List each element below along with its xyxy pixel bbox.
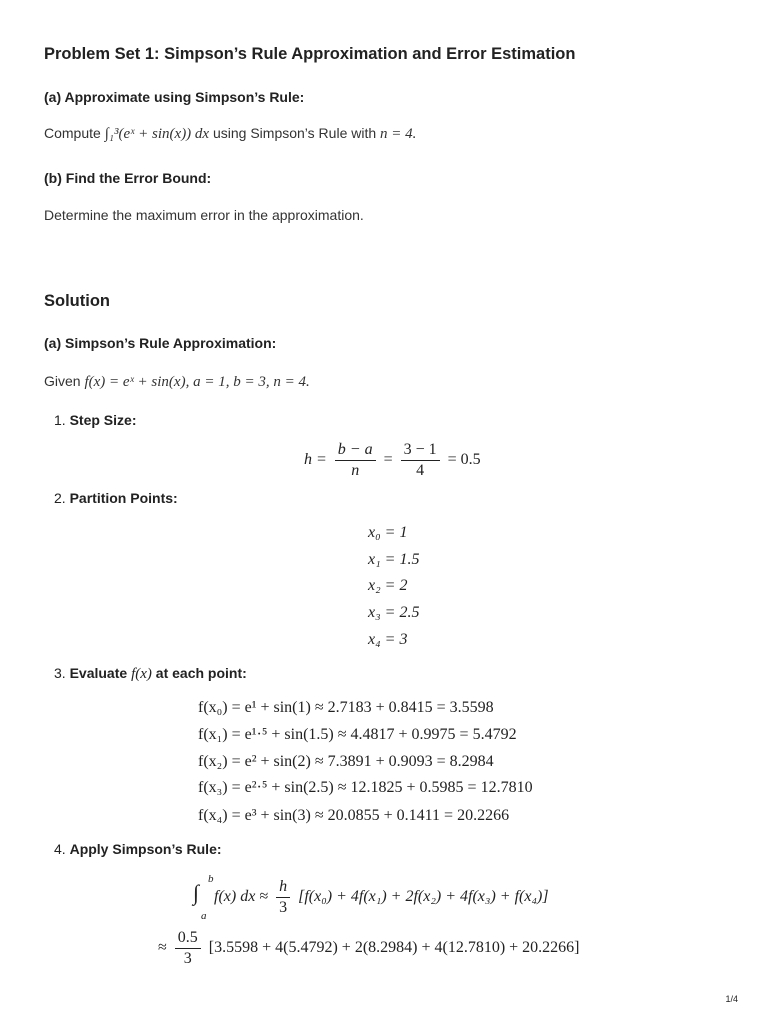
step-number: 4. xyxy=(54,841,66,857)
step-title: Evaluate xyxy=(69,665,128,681)
step-title-math: f(x) xyxy=(131,666,152,682)
simpson-substitution xyxy=(158,928,580,969)
part-a-heading: (a) Approximate using Simpson’s Rule: xyxy=(44,89,305,105)
integral-upper-limit: b xyxy=(208,873,214,885)
evaluation-line: f(x₁) = e¹·⁵ + sin(1.5) ≈ 4.4817 + 0.9975 = 5.4792 xyxy=(198,726,517,743)
solution-a-heading: (a) Simpson’s Rule Approximation: xyxy=(44,335,277,351)
solution-heading: Solution xyxy=(44,292,110,310)
frac-denominator: 4 xyxy=(416,462,425,479)
partition-point: x₂ = 2 xyxy=(368,577,408,594)
partition-point: x₃ = 2.5 xyxy=(368,604,420,621)
fraction-3-minus-1 xyxy=(401,440,440,481)
h-lhs: h = xyxy=(304,451,327,469)
substitution-bracket: [3.5598 + 4(5.4792) + 2(8.2984) + 4(12.7810) + 20.2266] xyxy=(208,939,580,957)
given-math: f(x) = eˣ + sin(x), a = 1, b = 3, n = 4. xyxy=(84,374,310,390)
fraction-half-over-3 xyxy=(175,928,201,969)
n-value: n = 4. xyxy=(380,126,417,142)
compute-middle: using Simpson’s Rule with xyxy=(212,125,377,141)
problem-title: Problem Set 1: Simpson’s Rule Approximation and Error Estimation xyxy=(44,45,576,63)
part-a-text xyxy=(44,125,416,143)
frac-numerator: h xyxy=(276,877,290,898)
simpson-formula xyxy=(214,877,549,918)
evaluation-line: f(x₂) = e² + sin(2) ≈ 7.3891 + 0.9093 = 8.2984 xyxy=(198,753,494,770)
frac-numerator: b − a xyxy=(335,440,376,461)
simpson-bracket: [f(x₀) + 4f(x₁) + 2f(x₂) + 4f(x₃) + f(x₄)] xyxy=(298,888,549,906)
fraction-b-minus-a xyxy=(335,440,376,481)
step-3-label xyxy=(54,665,247,683)
frac-denominator: 3 xyxy=(279,899,288,916)
h-result: = 0.5 xyxy=(447,451,481,469)
equals-sign: = xyxy=(383,451,393,469)
compute-prefix: Compute xyxy=(44,125,101,141)
part-b-heading: (b) Find the Error Bound: xyxy=(44,170,212,186)
integral-expression: ∫₁³(eˣ + sin(x)) dx xyxy=(104,126,210,142)
integrand: f(x) dx ≈ xyxy=(214,888,269,906)
integral-sign-icon: ∫ xyxy=(193,880,200,905)
partition-point: x₄ = 3 xyxy=(368,631,408,648)
partition-point: x₁ = 1.5 xyxy=(368,551,420,568)
step-number: 1. xyxy=(54,412,66,428)
frac-denominator: n xyxy=(351,462,360,479)
integral-lower-limit: a xyxy=(201,910,207,922)
frac-numerator: 3 − 1 xyxy=(401,440,440,461)
step-2-label xyxy=(54,490,178,506)
evaluation-line: f(x₀) = e¹ + sin(1) ≈ 2.7183 + 0.8415 = 3.5598 xyxy=(198,699,494,716)
step-1-label xyxy=(54,412,136,428)
given-line xyxy=(44,373,310,391)
step-title: Partition Points: xyxy=(69,490,178,506)
step-number: 2. xyxy=(54,490,66,506)
step-4-label xyxy=(54,841,222,857)
given-prefix: Given xyxy=(44,373,81,389)
fraction-h-over-3 xyxy=(276,877,290,918)
step-title: Apply Simpson’s Rule: xyxy=(69,841,222,857)
part-b-text: Determine the maximum error in the approximation. xyxy=(44,207,364,223)
step-number: 3. xyxy=(54,665,66,681)
evaluation-line: f(x₄) = e³ + sin(3) ≈ 20.0855 + 0.1411 = 20.2266 xyxy=(198,807,510,824)
partition-point: x₀ = 1 xyxy=(368,524,408,541)
page-number: 1/4 xyxy=(725,994,738,1004)
approx-sign: ≈ xyxy=(158,939,167,957)
frac-denominator: 3 xyxy=(183,950,192,967)
frac-numerator: 0.5 xyxy=(175,928,201,949)
evaluation-line: f(x₃) = e²·⁵ + sin(2.5) ≈ 12.1825 + 0.5985 = 12.7810 xyxy=(198,779,533,796)
step-title-suffix: at each point: xyxy=(155,665,247,681)
step-size-equation xyxy=(304,440,481,481)
step-title: Step Size: xyxy=(69,412,137,428)
